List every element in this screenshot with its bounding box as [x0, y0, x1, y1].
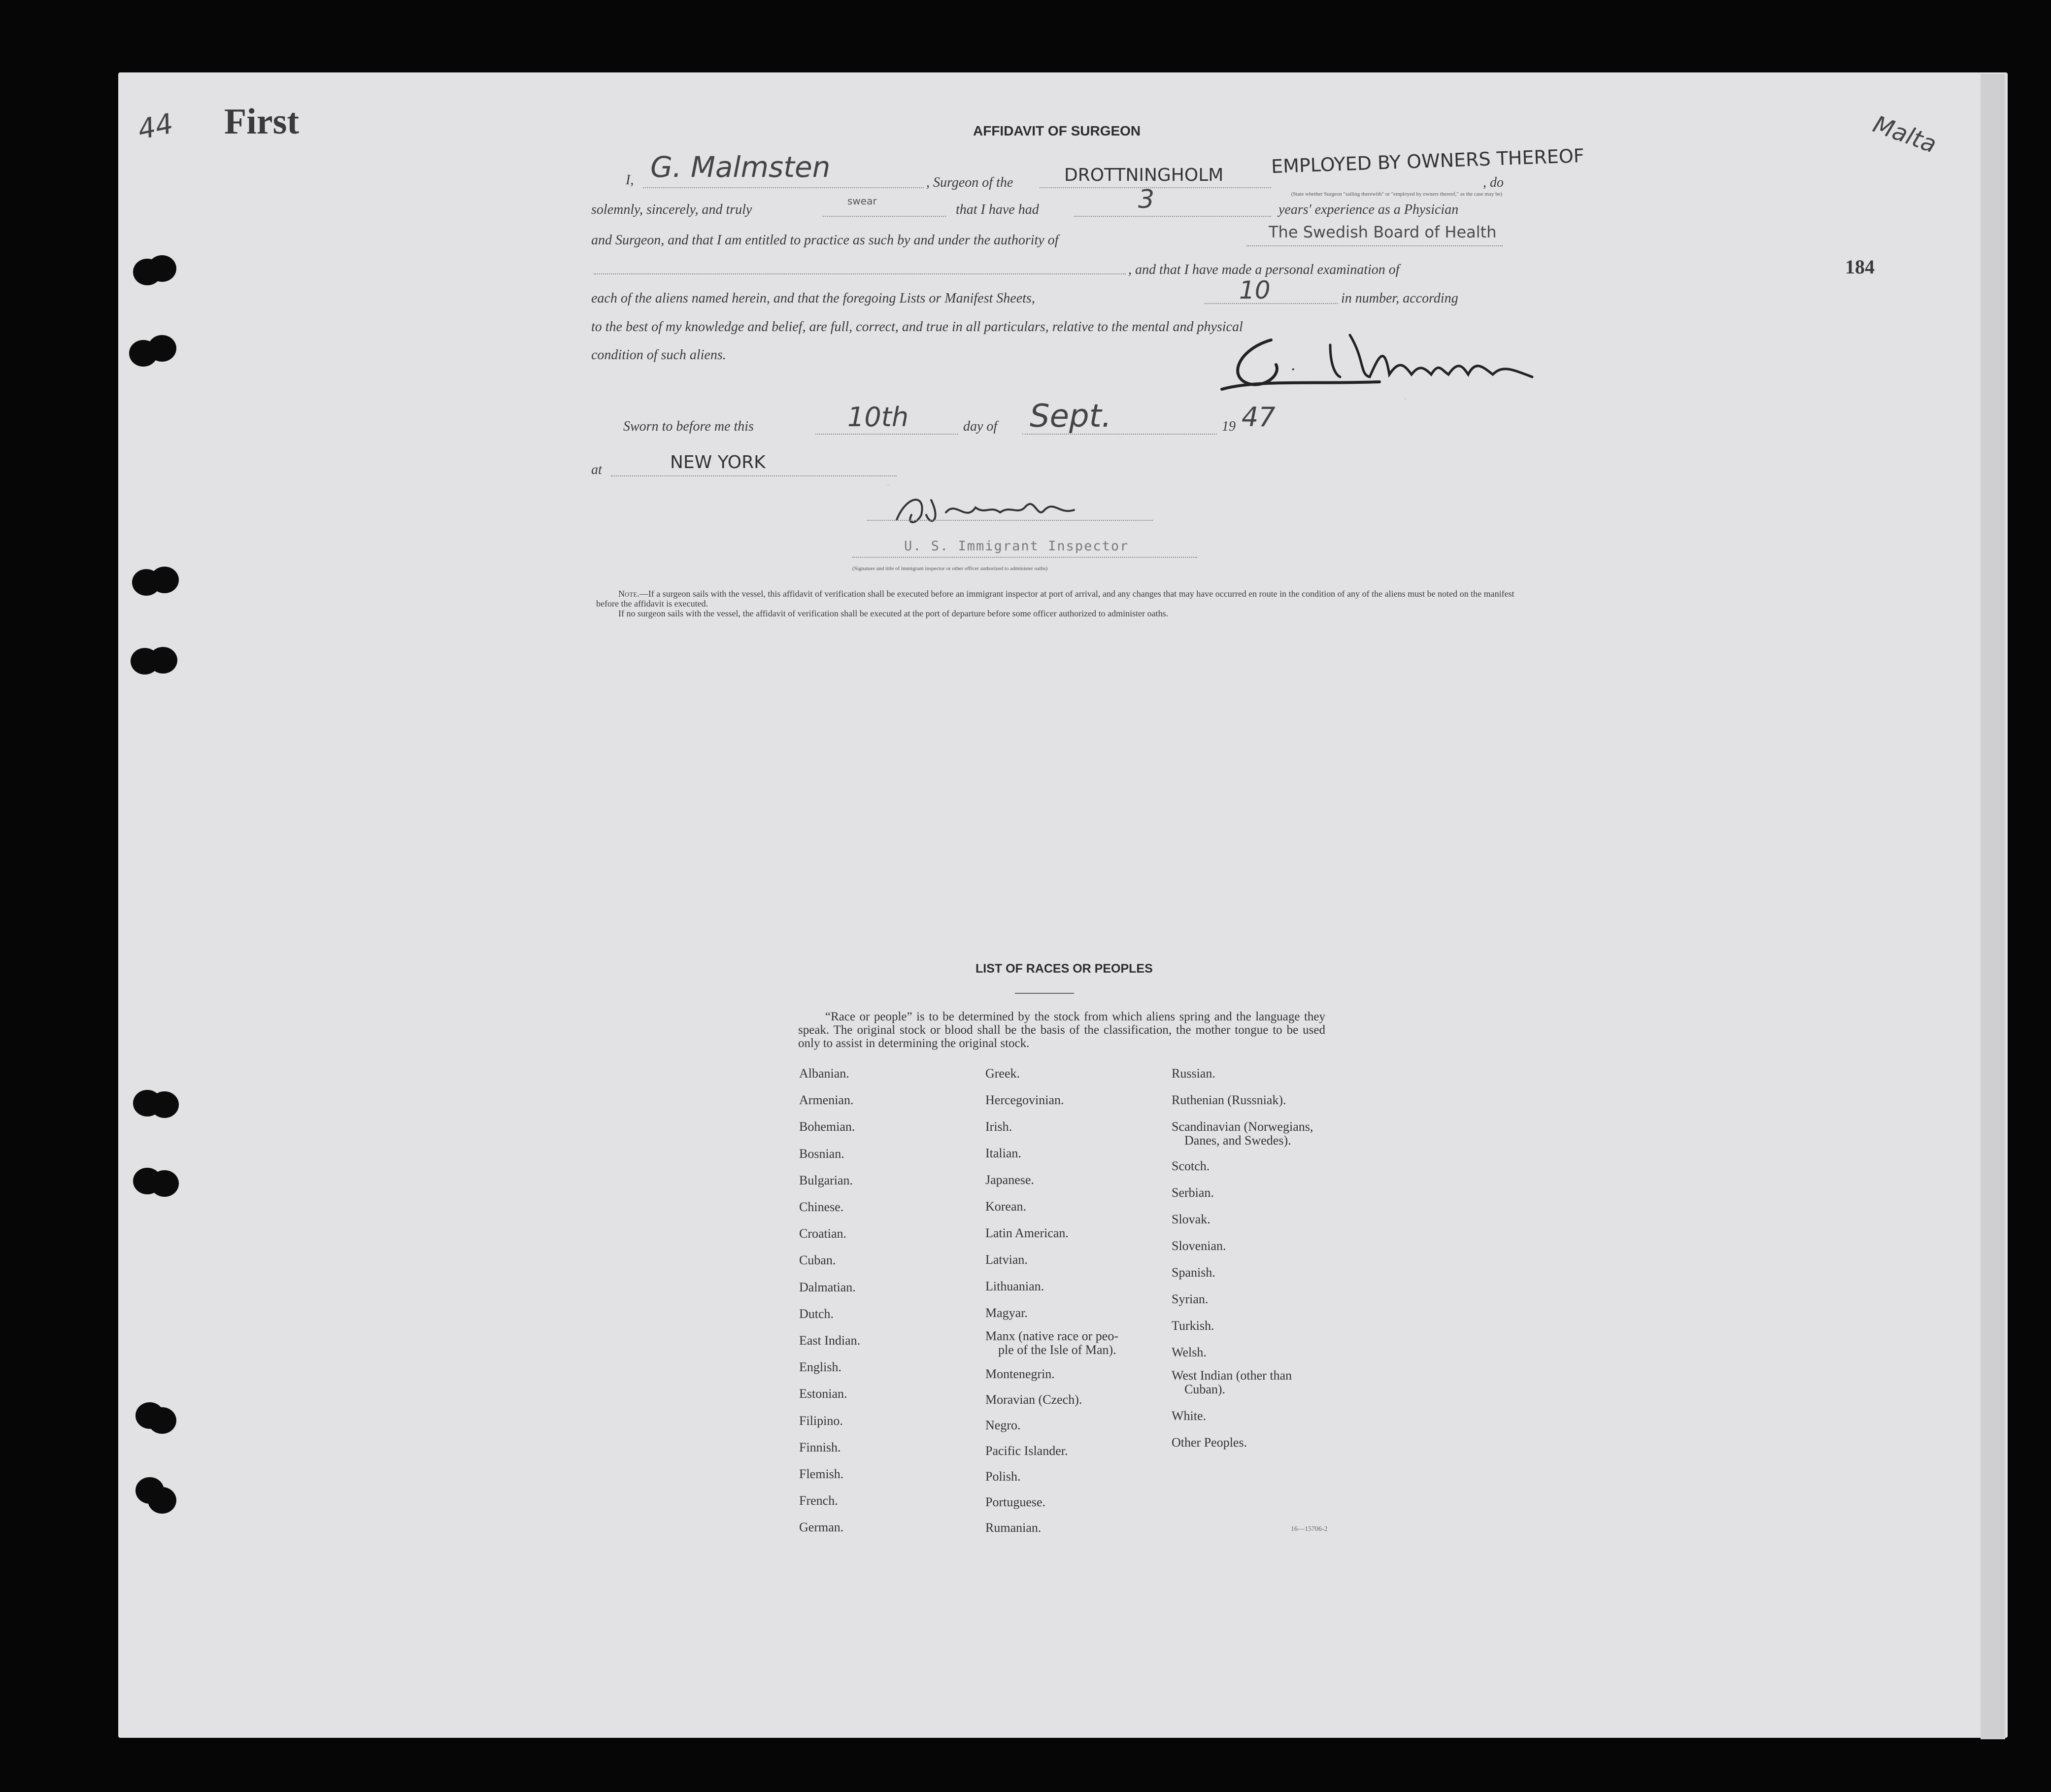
- first-stamp: First: [224, 101, 300, 142]
- year-written: 47: [1242, 402, 1276, 433]
- year-printed: 19: [1222, 419, 1236, 434]
- race-item: Pacific Islander.: [985, 1444, 1068, 1458]
- vessel-name: DROTTNINGHOLM: [1064, 165, 1224, 185]
- line5-end: in number, according: [1341, 291, 1458, 306]
- sworn-prefix: Sworn to before me this: [623, 419, 754, 434]
- race-item: Polish.: [985, 1469, 1021, 1484]
- punch-hole: [150, 1091, 179, 1118]
- race-item: Japanese.: [985, 1173, 1034, 1187]
- races-intro: “Race or people” is to be determined by the stock from which aliens spring and the language they speak. The original stock or blood shall be the basis of the classification, the mother tongue to be used only to assist in determining the original stock.: [798, 1010, 1325, 1050]
- punch-hole: [150, 567, 179, 593]
- surgeon-signature: [1217, 325, 1552, 399]
- form-code: 16—15706-2: [1291, 1525, 1328, 1533]
- line6: to the best of my knowledge and belief, are full, correct, and true in all particulars, relative to the mental and physical: [591, 319, 1243, 335]
- race-item: Armenian.: [799, 1093, 854, 1108]
- title-rule: [1015, 993, 1074, 994]
- race-item: Lithuanian.: [985, 1279, 1044, 1293]
- race-item: Latvian.: [985, 1252, 1028, 1267]
- race-item: Dalmatian.: [799, 1280, 856, 1294]
- underline: [823, 216, 946, 217]
- underline: [611, 475, 897, 476]
- employment-type: EMPLOYED BY OWNERS THEREOF: [1271, 144, 1585, 178]
- line7: condition of such aliens.: [591, 347, 726, 363]
- race-item: Greek.: [985, 1066, 1020, 1081]
- race-item: Croatian.: [799, 1226, 847, 1241]
- sworn-day: 10th: [847, 402, 909, 433]
- race-item: English.: [799, 1360, 841, 1375]
- race-item: Bohemian.: [799, 1119, 855, 1134]
- race-item: White.: [1172, 1409, 1207, 1423]
- race-item: Estonian.: [799, 1386, 847, 1401]
- affidavit-title: AFFIDAVIT OF SURGEON: [973, 123, 1141, 138]
- race-item: Slovak.: [1172, 1212, 1210, 1226]
- oath-word: swear: [847, 195, 877, 207]
- note: [596, 589, 1522, 609]
- years-experience: 3: [1138, 185, 1155, 214]
- race-item: Montenegrin.: [985, 1367, 1055, 1381]
- punch-hole: [150, 1170, 179, 1197]
- race-item: Syrian.: [1172, 1292, 1209, 1306]
- race-item: Russian.: [1172, 1066, 1215, 1081]
- punch-hole: [148, 335, 176, 362]
- day-of: day of: [963, 419, 998, 434]
- race-item: Magyar.: [985, 1306, 1028, 1320]
- punch-hole: [148, 255, 176, 282]
- signature-drawing: [1217, 325, 1552, 399]
- race-item: Portuguese.: [985, 1495, 1046, 1509]
- race-item: East Indian.: [799, 1333, 861, 1348]
- race-item: Dutch.: [799, 1306, 834, 1321]
- signature-initial: ·: [1291, 361, 1296, 378]
- top-right-handwriting: Malta: [1869, 110, 1940, 159]
- inspector-signature-text: J.J. Bisaillon: [887, 485, 890, 486]
- line1-prefix: I,: [626, 172, 634, 188]
- race-item: Spanish.: [1172, 1265, 1215, 1280]
- at-label: at: [591, 462, 602, 477]
- race-item: Manx (native race or peo- ple of the Isle of Man).: [985, 1329, 1118, 1357]
- line1-end: , do: [1483, 175, 1504, 190]
- race-item: Slovenian.: [1172, 1239, 1226, 1253]
- note-label: Note.: [618, 589, 639, 599]
- line1-mid: , Surgeon of the: [926, 175, 1013, 190]
- page-edge: [1981, 74, 2005, 1739]
- underline: [1074, 216, 1271, 217]
- race-item: Filipino.: [799, 1413, 843, 1428]
- underline: [867, 520, 1153, 521]
- line3-prefix: and Surgeon, and that I am entitled to practice as such by and under the authority of: [591, 233, 1059, 248]
- race-item: Moravian (Czech).: [985, 1392, 1082, 1407]
- race-item: Scotch.: [1172, 1159, 1210, 1173]
- line2-mid: that I have had: [956, 202, 1039, 217]
- race-item: Negro.: [985, 1418, 1021, 1432]
- underline: [594, 273, 1126, 274]
- page-number: 184: [1845, 256, 1875, 278]
- inspector-title: U. S. Immigrant Inspector: [904, 539, 1129, 554]
- note-text: —If a surgeon sails with the vessel, this affidavit of verification shall be executed before an immigrant inspector at port of arrival, and any changes that may have occurred en route in the condition of any of the aliens must be noted on the manifest before the affidavit is executed.: [596, 589, 1514, 609]
- underline: [643, 187, 924, 188]
- employment-hint: (State whether Surgeon "sailing therewith" or "employed by owners thereof," as the case may be): [1291, 191, 1503, 197]
- note-text-2: If no surgeon sails with the vessel, the affidavit of verification shall be executed at the port of departure before some officer authorized to administer oaths.: [618, 609, 1169, 618]
- race-item: Rumanian.: [985, 1521, 1042, 1535]
- underline: [1205, 303, 1338, 304]
- punch-hole: [148, 1487, 176, 1514]
- races-title: LIST OF RACES OR PEOPLES: [975, 962, 1153, 976]
- race-item: Bosnian.: [799, 1146, 844, 1161]
- punch-hole: [149, 647, 177, 674]
- race-item: Serbian.: [1172, 1185, 1214, 1200]
- race-item: Irish.: [985, 1119, 1012, 1134]
- race-item: Latin American.: [985, 1226, 1069, 1240]
- underline: [852, 557, 1197, 558]
- punch-hole: [148, 1407, 176, 1434]
- inspector-hint: (Signature and title of immigrant inspector or other officer authorized to administer oaths): [852, 566, 1048, 572]
- race-item: Albanian.: [799, 1066, 849, 1081]
- race-item: Cuban.: [799, 1253, 836, 1268]
- race-item: Ruthenian (Russniak).: [1172, 1093, 1286, 1107]
- surgeon-name: G. Malmsten: [650, 150, 831, 184]
- corner-handwriting: 44: [135, 107, 176, 146]
- inspector-signature-drawing: [887, 485, 1094, 530]
- race-item: Other Peoples.: [1172, 1435, 1247, 1450]
- line2-end: years' experience as a Physician: [1278, 202, 1459, 217]
- signature-text: G. Malmsten: [1404, 399, 1407, 400]
- sworn-month: Sept.: [1030, 398, 1112, 435]
- underline: [1246, 245, 1503, 246]
- race-item: Flemish.: [799, 1467, 844, 1481]
- sheet-count: 10: [1239, 276, 1271, 304]
- race-item: Korean.: [985, 1199, 1027, 1214]
- line5-prefix: each of the aliens named herein, and that the foregoing Lists or Manifest Sheets,: [591, 291, 1035, 306]
- race-item: Turkish.: [1172, 1319, 1214, 1333]
- race-item: Bulgarian.: [799, 1173, 853, 1187]
- sworn-place: NEW YORK: [670, 452, 766, 473]
- race-item: Italian.: [985, 1146, 1021, 1160]
- race-item: French.: [799, 1493, 838, 1508]
- line2-prefix: solemnly, sincerely, and truly: [591, 202, 752, 217]
- race-item: Welsh.: [1172, 1345, 1207, 1359]
- authority: The Swedish Board of Health: [1269, 223, 1497, 241]
- line4-end: , and that I have made a personal examination of: [1128, 262, 1400, 277]
- underline: [815, 434, 958, 435]
- race-item: Chinese.: [799, 1200, 844, 1214]
- underline: [1040, 187, 1271, 188]
- race-item: Scandinavian (Norwegians, Danes, and Swedes).: [1172, 1119, 1313, 1148]
- inspector-signature: [887, 485, 1094, 530]
- race-item: German.: [799, 1520, 844, 1535]
- race-item: West Indian (other than Cuban).: [1172, 1368, 1292, 1396]
- race-item: Hercegovinian.: [985, 1093, 1064, 1107]
- race-item: Finnish.: [799, 1440, 841, 1454]
